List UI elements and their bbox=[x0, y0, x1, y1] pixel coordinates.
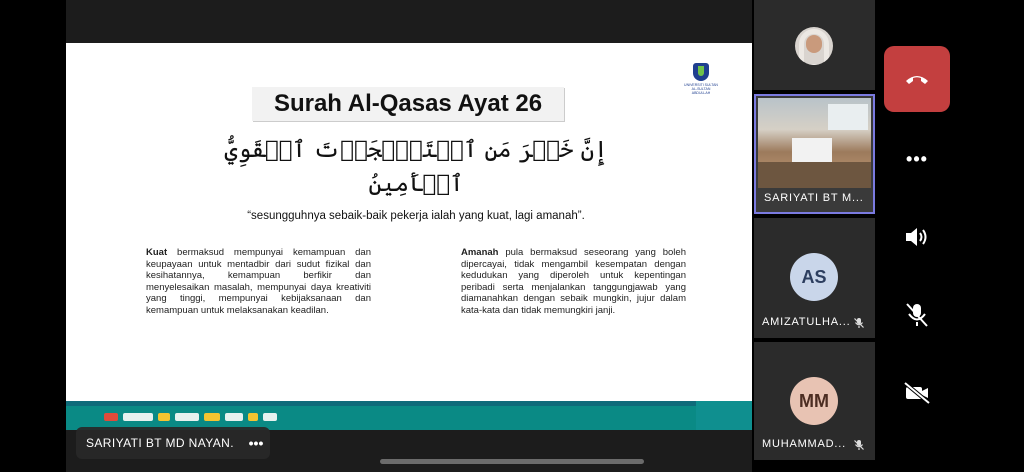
arabic-verse-line-2: ٱلۡأَمِينُ bbox=[368, 171, 464, 197]
footer-strip bbox=[66, 401, 696, 430]
mic-off-icon bbox=[904, 301, 930, 329]
participant-name: SARIYATI BT M... bbox=[764, 192, 864, 204]
verse-translation: “sesungguhnya sebaik-baik pekerja ialah yang kuat, lagi amanah”. bbox=[247, 210, 585, 222]
participant-initials-avatar: AS bbox=[790, 253, 838, 301]
participant-avatar-photo bbox=[795, 27, 833, 65]
participant-name: AMIZATULHA... bbox=[762, 316, 851, 328]
definition-kuat-text: bermaksud mempunyai kemampuan dan keupayaan untuk mentadbir dari sudut fizikal dan kesihatannya, kemampuan berfikir dan menyelesaikan masalah, mempunyai daya kreativiti yang tinggi, mempunyai kebijaksanaan dan kemampuan untuk melaksanakan keadilan. bbox=[146, 247, 371, 316]
participant-tile-sariyati[interactable] bbox=[754, 94, 875, 214]
more-options-button[interactable] bbox=[884, 126, 950, 192]
participant-name: MUHAMMAD... bbox=[762, 438, 846, 450]
speaker-button[interactable] bbox=[884, 204, 950, 270]
slide-title: Surah Al-Qasas Ayat 26 bbox=[252, 87, 564, 121]
camera-off-icon bbox=[903, 381, 931, 405]
university-logo: UNIVERSITI SULTAN AL-SULTAN ABDULLAH bbox=[684, 63, 718, 95]
presenter-more-button[interactable]: ••• bbox=[248, 435, 264, 451]
slide-footer bbox=[66, 401, 752, 430]
more-icon: ••• bbox=[906, 148, 928, 169]
definition-kuat bbox=[146, 247, 371, 316]
term-kuat: Kuat bbox=[146, 247, 168, 258]
participant-tile-amizatulha[interactable] bbox=[754, 218, 875, 338]
definition-amanah-text: pula bermaksud seseorang yang boleh dipercayai, tidak mengambil kesempatan dengan kedudukan yang diperoleh untuk kepentingan peribadi serta menjalankan tanggungjawab yang diamanahkan dengan sebaik mungkin, jujur dalam kata-kata dan tidak memungkiri janji. bbox=[461, 247, 686, 316]
arabic-verse bbox=[206, 133, 626, 201]
participant-initials-avatar: MM bbox=[790, 377, 838, 425]
presentation-slide bbox=[66, 43, 752, 430]
footer-logos bbox=[104, 410, 277, 424]
phone-hangup-icon bbox=[904, 72, 930, 86]
horizontal-scrollbar[interactable] bbox=[380, 459, 644, 464]
definition-amanah bbox=[461, 247, 686, 316]
term-amanah: Amanah bbox=[461, 247, 499, 258]
end-call-button[interactable] bbox=[884, 46, 950, 112]
mic-off-icon bbox=[853, 439, 865, 451]
self-view-tile[interactable] bbox=[754, 0, 875, 90]
presenter-name-pill[interactable] bbox=[76, 427, 270, 459]
presenter-name: SARIYATI BT MD NAYAN. bbox=[86, 436, 234, 450]
participant-video-feed bbox=[758, 98, 871, 188]
call-controls bbox=[884, 0, 950, 472]
arabic-verse-line-1: إِنَّ خَيۡرَ مَنِ ٱسۡتَـٔۡجَرۡتَ ٱلۡقَوِيُّ bbox=[224, 137, 608, 163]
participant-tile-muhammad[interactable] bbox=[754, 342, 875, 460]
mic-off-icon bbox=[853, 317, 865, 329]
camera-toggle-button[interactable] bbox=[884, 360, 950, 426]
mic-toggle-button[interactable] bbox=[884, 282, 950, 348]
speaker-icon bbox=[903, 225, 931, 249]
